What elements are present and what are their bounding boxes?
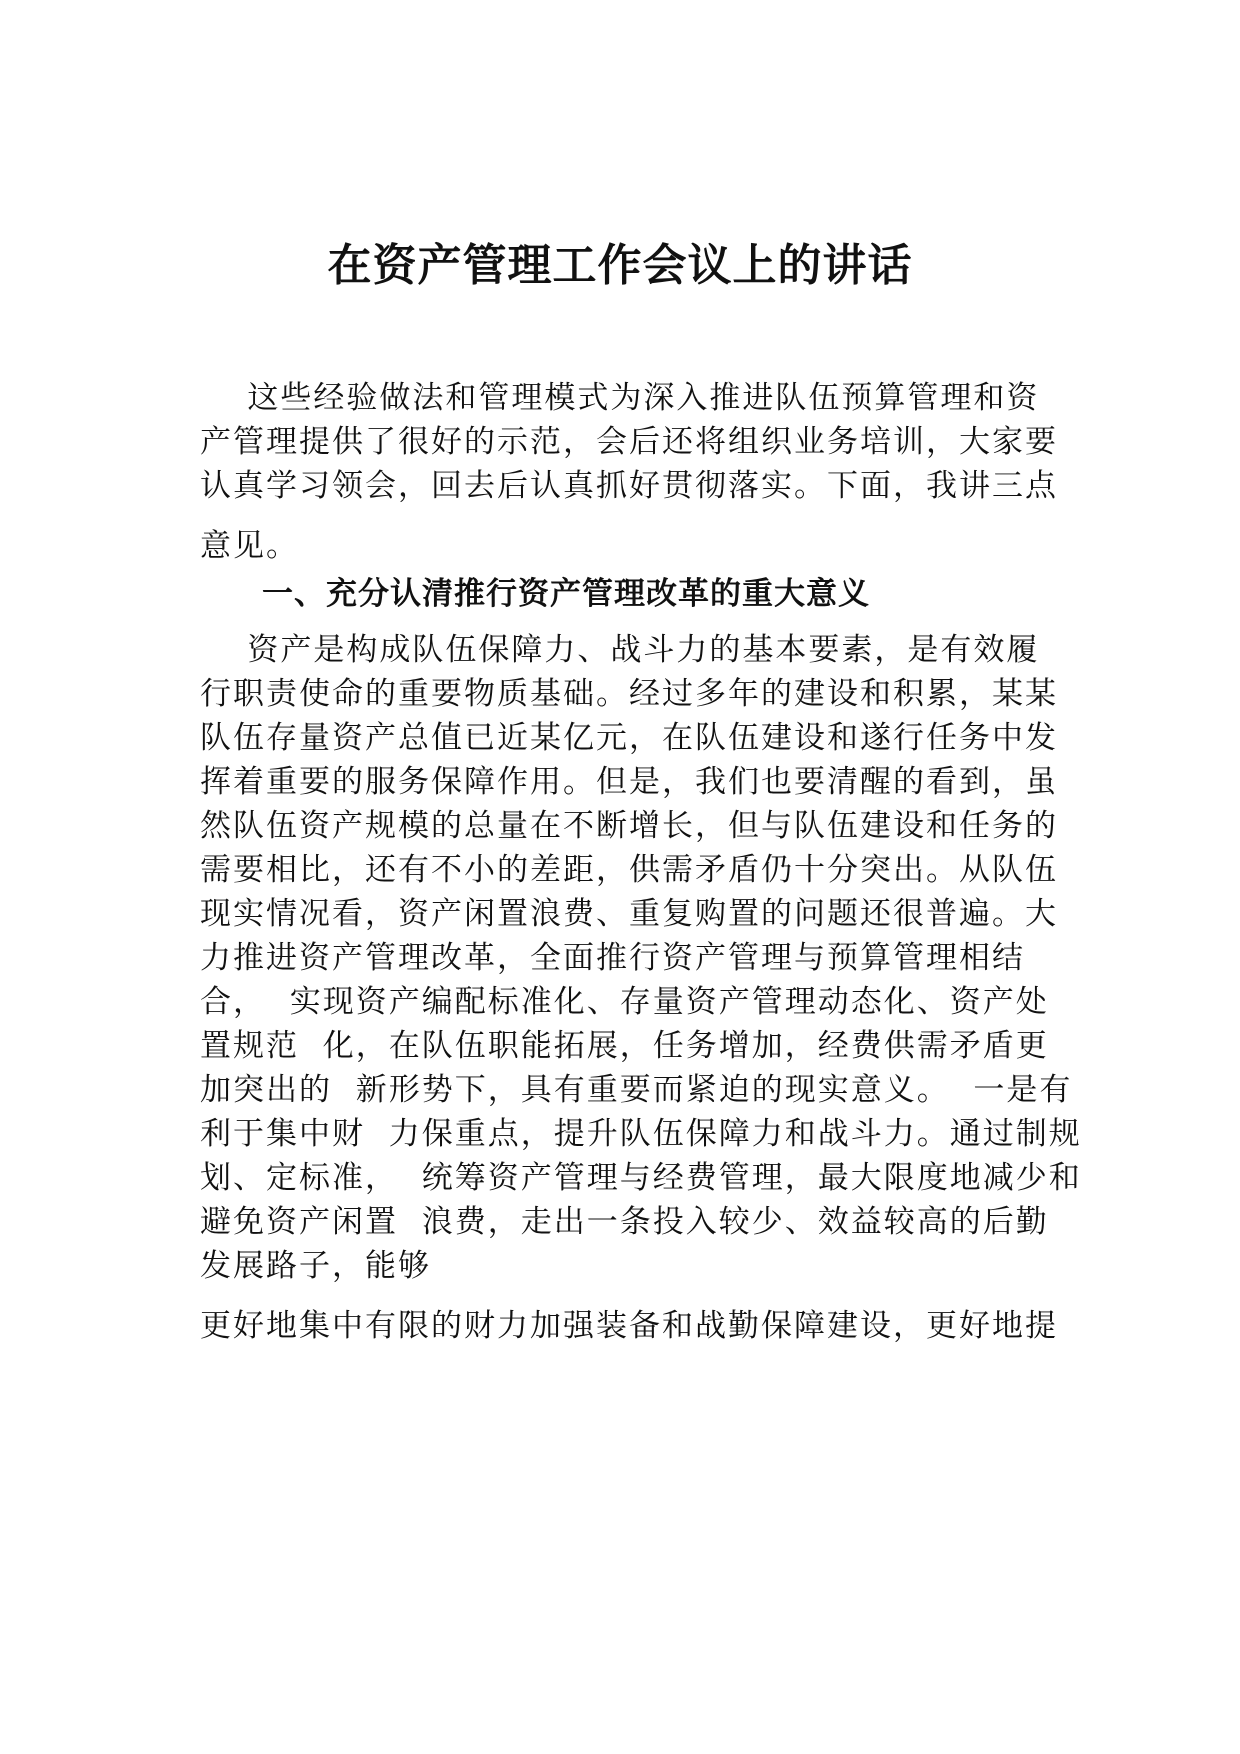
document-title: 在资产管理工作会议上的讲话 — [327, 240, 913, 291]
body-line: 发展路子，能够 — [200, 1248, 431, 1284]
body-line: 挥着重要的服务保障作用。但是，我们也要清醒的看到，虽 — [200, 764, 1058, 800]
body-line: 加突出的 新形势下，具有重要而紧迫的现实意义。 一是有 — [200, 1072, 1073, 1108]
body-line: 需要相比，还有不小的差距，供需矛盾仍十分突出。从队伍 — [200, 852, 1058, 888]
section-heading: 一、充分认清推行资产管理改革的重大意义 — [262, 576, 870, 612]
intro-line: 这些经验做法和管理模式为深入推进队伍预算管理和资 — [200, 380, 1040, 416]
body-line: 力推进资产管理改革，全面推行资产管理与预算管理相结 — [200, 940, 1025, 976]
intro-line: 认真学习领会，回去后认真抓好贯彻落实。下面，我讲三点 — [200, 468, 1058, 504]
intro-line: 产管理提供了很好的示范，会后还将组织业务培训，大家要 — [200, 424, 1058, 460]
body-line: 置规范 化，在队伍职能拓展，任务增加，经费供需矛盾更 — [200, 1028, 1049, 1064]
body-line: 然队伍资产规模的总量在不断增长，但与队伍建设和任务的 — [200, 808, 1058, 844]
body-line: 划、定标准， 统筹资产管理与经费管理，最大限度地减少和 — [200, 1160, 1082, 1196]
body-line: 资产是构成队伍保障力、战斗力的基本要素，是有效履 — [200, 632, 1040, 668]
body-line: 行职责使命的重要物质基础。经过多年的建设和积累，某某 — [200, 676, 1058, 712]
continuation-line: 更好地集中有限的财力加强装备和战勤保障建设，更好地提 — [200, 1308, 1058, 1344]
body-line: 合， 实现资产编配标准化、存量资产管理动态化、资产处 — [200, 984, 1049, 1020]
body-line: 避免资产闲置 浪费，走出一条投入较少、效益较高的后勤 — [200, 1204, 1049, 1240]
body-line: 现实情况看，资产闲置浪费、重复购置的问题还很普遍。大 — [200, 896, 1058, 932]
intro-line: 意见。 — [200, 528, 299, 564]
body-line: 队伍存量资产总值已近某亿元，在队伍建设和遂行任务中发 — [200, 720, 1058, 756]
body-line: 利于集中财 力保重点，提升队伍保障力和战斗力。通过制规 — [200, 1116, 1082, 1152]
